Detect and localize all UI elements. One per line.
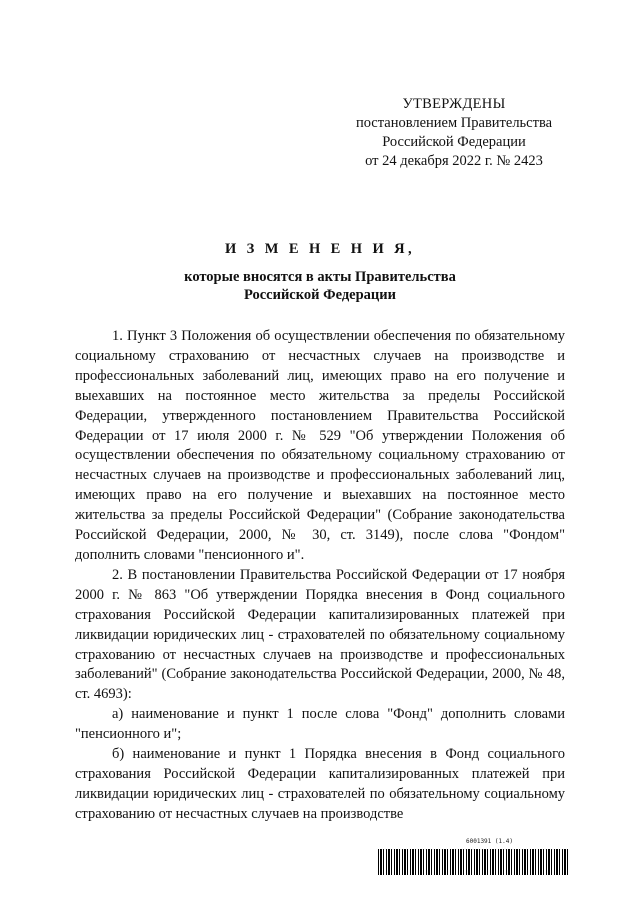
- approval-line-1: постановлением Правительства: [355, 115, 553, 131]
- paragraph-1: 1. Пункт 3 Положения об осуществлении обеспечения по обязательному социальному страхованию от несчастных случаев на производстве и профессиональных заболеваний лиц, имеющих право на его получение и выехавших на постоянное место жительства за пределы Российской Федерации, утвержденного постановлением Правительства Российской Федерации от 17 июля 2000 г. № 529 "Об утверждении Положения об осуществлении обеспечения по обязательному социальному страхованию от несчастных случаев на производстве и профессиональных заболеваний лиц, имеющих право на его получение и выехавших на постоянное место жительства за пределы Российской Федерации" (Собрание законодательства Российской Федерации, 2000, № 30, ст. 3149), после слова "Фондом" дополнить словами "пенсионного и".: [75, 328, 565, 563]
- approval-heading: УТВЕРЖДЕНЫ: [402, 96, 506, 112]
- document-subtitle: [120, 268, 520, 304]
- paragraph-2a: а) наименование и пункт 1 после слова "Фонд" дополнить словами "пенсионного и";: [75, 706, 565, 743]
- subtitle-line-1: которые вносятся в акты Правительства: [184, 269, 456, 285]
- document-title: И З М Е Н Е Н И Я,: [224, 241, 416, 257]
- barcode-label: 6001391 (1.4): [466, 838, 513, 845]
- paragraph-2: 2. В постановлении Правительства Российской Федерации от 17 ноября 2000 г. № 863 "Об утверждении Порядка внесения в Фонд социального страхования Российской Федерации капитализированных платежей при ликвидации юридических лиц - страхователей по обязательному социальному страхованию от несчастных случаев на производстве и профессиональных заболеваний" (Собрание законодательства Российской Федерации, 2000, № 48, ст. 4693):: [75, 566, 565, 703]
- paragraph-2b: б) наименование и пункт 1 Порядка внесения в Фонд социального страхования Российской Федерации капитализированных платежей при ликвидации юридических лиц - страхователей по обязательному социальному страхованию от несчастных случаев на производстве: [75, 746, 565, 822]
- subtitle-line-2: Российской Федерации: [243, 287, 396, 303]
- approval-stamp: [336, 95, 572, 171]
- approval-line-2: Российской Федерации: [382, 134, 526, 150]
- approval-line-3: от 24 декабря 2022 г. № 2423: [365, 153, 543, 169]
- barcode: [378, 849, 570, 875]
- document-body: [75, 327, 565, 825]
